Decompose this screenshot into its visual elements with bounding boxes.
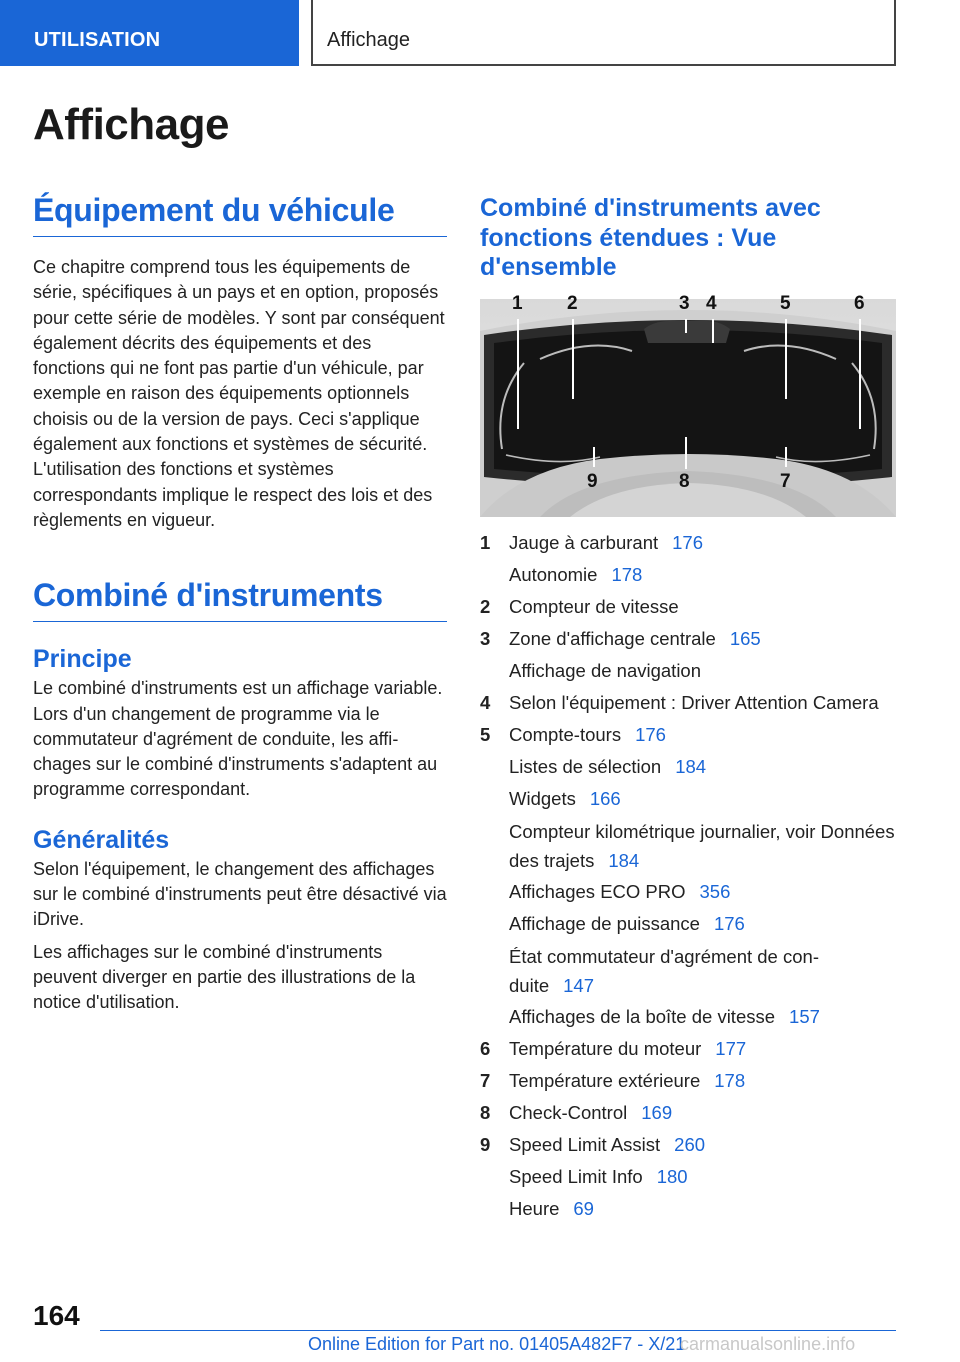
general-paragraph-2: Les affichages sur le combiné d'instruments peuvent diverger en partie des illustrations de la notice d'utilisation. — [33, 941, 416, 1013]
callout-3: 3 — [679, 292, 690, 314]
principle-paragraph: Le combiné d'instruments est un affichage variable. Lors d'un changement de programme via le commutateur d'agrément de conduite, les affichages sur le combiné d'instruments s'adaptent au programme correspondant. — [33, 678, 443, 800]
page-reference-link[interactable]: 165 — [729, 627, 761, 649]
legend-item: Speed Limit Info 180 — [509, 1165, 688, 1187]
callout-6: 6 — [854, 292, 865, 314]
callout-8: 8 — [679, 470, 690, 492]
legend-item: État commutateur d'agrément de conduite 147 — [509, 945, 819, 996]
section-tab: UTILISATION — [0, 0, 299, 66]
left-column — [33, 190, 447, 1016]
legend-item: 6 Température du moteur 177 — [480, 1037, 747, 1059]
footer-watermark: carmanualsonline.info — [680, 1334, 856, 1354]
legend-item: Widgets 166 — [509, 787, 621, 809]
legend-item: 5 Compte-tours 176 — [480, 723, 666, 745]
principle-heading: Principe — [33, 645, 132, 674]
footer-divider — [100, 1330, 896, 1331]
legend-item: Affichages ECO PRO 356 — [509, 880, 731, 902]
page-title: Affichage — [33, 100, 229, 149]
callout-2: 2 — [567, 292, 578, 314]
page-reference-link[interactable]: 184 — [675, 755, 707, 777]
legend-item: 9 Speed Limit Assist 260 — [480, 1133, 706, 1155]
legend-item: 8 Check-Control 169 — [480, 1101, 673, 1123]
legend-item: 2 Compteur de vitesse — [480, 595, 679, 617]
figure-legend — [480, 527, 896, 1225]
page-reference-link[interactable]: 260 — [674, 1133, 706, 1155]
equipment-paragraph: Ce chapitre comprend tous les équipements de série, spécifiques à un pays et en option, proposés pour cette série de modèles. Y sont par conséquent également décrits des équipements et des fonctions qui ne font pas partie d'un véhicule, par exemple en raison des équipements optionnels choisis ou de la version de pays. Ceci s'applique également aux fonctions et systèmes de sécurité. L'utilisation des fonctions et systèmes correspondants implique le respect des lois et des règlements en vigueur. — [33, 257, 445, 530]
right-column — [480, 194, 896, 1225]
page-number: 164 — [33, 1300, 80, 1331]
page-reference-link[interactable]: 356 — [699, 880, 731, 902]
legend-item: Listes de sélection 184 — [509, 755, 707, 777]
page-reference-link[interactable]: 176 — [635, 723, 666, 745]
legend-item: Autonomie 178 — [509, 563, 643, 585]
legend-item: Affichage de navigation — [509, 659, 702, 681]
cluster-heading: Combiné d'instruments — [33, 575, 447, 622]
section-title: Affichage — [311, 0, 896, 66]
general-heading: Généralités — [33, 825, 170, 854]
page-reference-link[interactable]: 147 — [563, 974, 594, 996]
page-reference-link[interactable]: 176 — [672, 531, 704, 553]
legend-item: 3 Zone d'affichage centrale 165 — [480, 627, 761, 649]
legend-item: Heure 69 — [509, 1197, 594, 1219]
footer-edition: Online Edition for Part no. 01405A482F7 - X/21 — [308, 1334, 686, 1354]
callout-5: 5 — [780, 292, 791, 314]
page-reference-link[interactable]: 166 — [589, 787, 621, 809]
page-reference-link[interactable]: 178 — [611, 563, 643, 585]
page-reference-link[interactable]: 176 — [713, 912, 745, 934]
legend-item: Affichage de puissance 176 — [509, 912, 745, 934]
overview-heading: Combiné d'instruments avec fonctions étendues : Vue d'ensemble — [480, 194, 821, 281]
callout-7: 7 — [780, 470, 791, 492]
page-reference-link[interactable]: 178 — [714, 1069, 746, 1091]
page-reference-link[interactable]: 180 — [656, 1165, 688, 1187]
general-paragraph-1: Selon l'équipement, le changement des affichages sur le combiné d'instruments peut être désactivé via iDrive. — [33, 858, 447, 930]
page-reference-link[interactable]: 177 — [715, 1037, 747, 1059]
page-reference-link[interactable]: 184 — [608, 849, 640, 871]
legend-item: Affichages de la boîte de vitesse 157 — [509, 1005, 820, 1027]
equipment-heading: Équipement du véhicule — [33, 190, 447, 237]
legend-item: 7 Température extérieure 178 — [480, 1069, 746, 1091]
legend-item: 4 Selon l'équipement : Driver Attention Camera — [480, 691, 879, 713]
page-reference-link[interactable]: 169 — [641, 1101, 673, 1123]
callout-4: 4 — [706, 292, 717, 314]
page-reference-link[interactable]: 157 — [789, 1005, 820, 1027]
instrument-cluster-illustration — [480, 292, 896, 517]
page-header — [0, 0, 960, 66]
callout-1: 1 — [512, 292, 523, 314]
page-reference-link[interactable]: 69 — [573, 1197, 594, 1219]
legend-item: Compteur kilométrique journalier, voir Données des trajets 184 — [509, 820, 895, 871]
callout-9: 9 — [587, 470, 598, 492]
legend-item: 1 Jauge à carburant 176 — [480, 531, 704, 553]
